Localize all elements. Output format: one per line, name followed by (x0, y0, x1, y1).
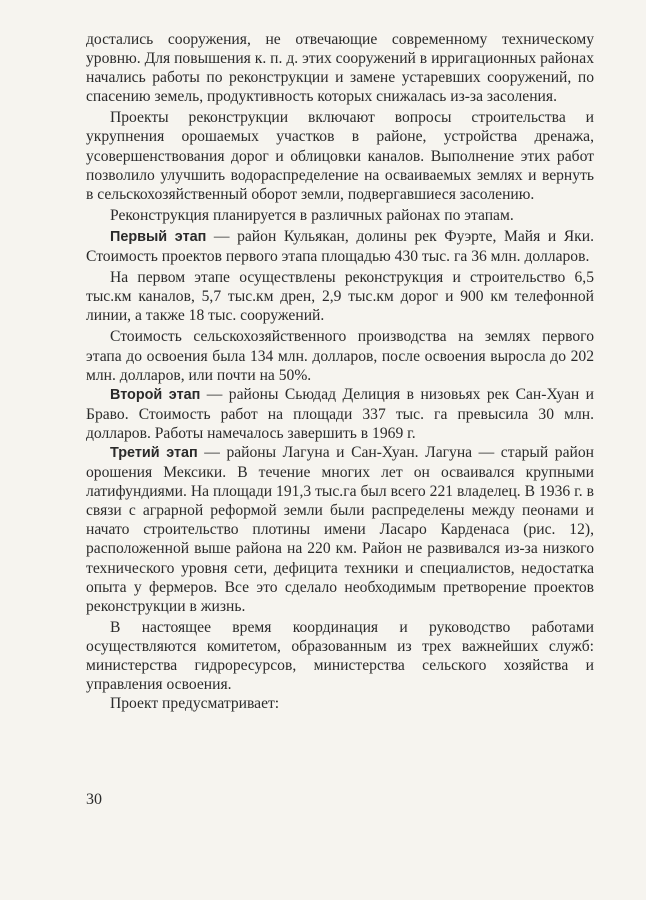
paragraph-stage-1 (86, 227, 594, 266)
stage-text: — районы Сьюдад Делиция в низовьях рек Сан-Хуан и Браво. Стоимость работ на площади 337 тыс. га превысила 30 млн. долларов. Работы намечалось завершить в 1969 г. (86, 385, 594, 442)
paragraph-stage-2 (86, 385, 594, 443)
body-text (86, 30, 594, 713)
paragraph: Проекты реконструкции включают вопросы строительства и укрупнения орошаемых участков в районе, устройства дренажа, усовершенствования дорог и облицовки каналов. Выполнение этих работ позволило улучшить водораспределение на осваиваемых землях и вернуть в сельскохозяйственный оборот земли, подвергавшиеся засолению. (86, 109, 594, 203)
stage-heading: Второй этап (110, 386, 201, 403)
stage-text: — район Кульякан, долины рек Фуэрте, Майя и Яки. Стоимость проектов первого этапа площадью 430 тыс. га 36 млн. долларов. (86, 227, 594, 266)
stage-heading: Первый этап (110, 228, 207, 245)
stage-heading: Третий этап (110, 444, 198, 461)
paragraph-stage-3 (86, 443, 594, 616)
paragraph: В настоящее время координация и руководство работами осуществляются комитетом, образованным из трех важнейших служб: министерства гидроресурсов, министерства сельского хозяйства и управления освоения. (86, 618, 594, 694)
paragraph: Проект предусматривает: (110, 695, 280, 713)
page-number: 30 (86, 791, 102, 808)
paragraph: На первом этапе осуществлены реконструкция и строительство 6,5 тыс.км каналов, 5,7 тыс.км дрен, 2,9 тыс.км дорог и 900 км телефонной линии, а также 18 тыс. сооружений. (86, 269, 594, 325)
stage-text: — районы Лагуна и Сан-Хуан. Лагуна — старый район орошения Мексики. В течение многих лет он осваивался крупными латифундиями. На площади 191,3 тыс.га был всего 221 владелец. В 1936 г. в связи с аграрной реформой земли были распределены между пеонами и начато строительство плотины имени Ласаро Карденаса (рис. 12), расположенной выше района на 220 км. Район не развивался из-за низкого технического уровня сети, дефицита техники и специалистов, недостатка опыта у фермеров. Все это сделало необходимым претворение проектов реконструкции в жизнь. (86, 443, 594, 615)
paragraph: достались сооружения, не отвечающие современному техническому уровню. Для повышения к. п. д. этих сооружений в ирригационных районах начались работы по реконструкции и замене устаревших сооружений, по спасению земель, продуктивность которых снижалась из-за засоления. (86, 31, 594, 106)
paragraph: Стоимость сельскохозяйственного производства на землях первого этапа до освоения была 134 млн. долларов, после освоения выросла до 202 млн. долларов, или почти на 50%. (86, 328, 594, 384)
paragraph: Реконструкция планируется в различных районах по этапам. (110, 206, 514, 224)
